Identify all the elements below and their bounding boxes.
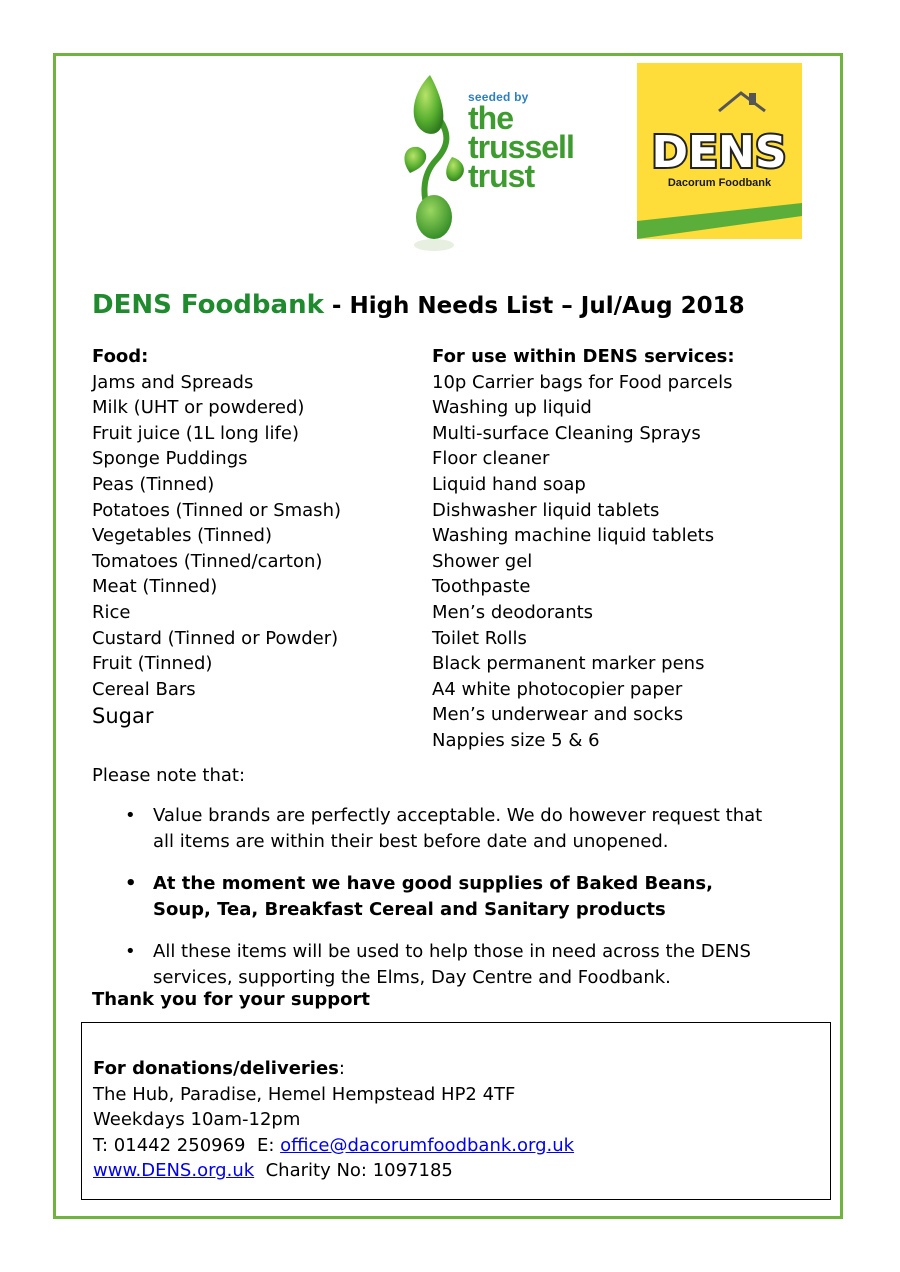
contact-heading: For donations/deliveries	[93, 1058, 339, 1079]
trussell-word-the: the	[468, 100, 513, 136]
list-item: Milk (UHT or powdered)	[92, 397, 305, 419]
website-link[interactable]: www.DENS.org.uk	[93, 1160, 255, 1182]
bullet-dot-icon: •	[125, 941, 136, 962]
trussell-trust-logo	[400, 65, 600, 255]
bullet-item	[92, 803, 802, 855]
list-item: Toilet Rolls	[432, 627, 527, 649]
list-item: Meat (Tinned)	[92, 576, 218, 598]
contact-phone: T: 01442 250969 E:	[93, 1134, 281, 1156]
list-item: Tomatoes (Tinned/carton)	[92, 550, 323, 572]
list-item: Custard (Tinned or Powder)	[92, 627, 339, 649]
notes-bullet-list	[92, 803, 802, 1007]
list-item: Cereal Bars	[92, 678, 196, 700]
list-item: Vegetables (Tinned)	[92, 525, 272, 547]
list-item: Multi-surface Cleaning Sprays	[432, 422, 701, 444]
list-item: Dishwasher liquid tablets	[432, 499, 660, 521]
email-link[interactable]: office@dacorumfoodbank.org.uk	[280, 1134, 575, 1156]
list-item: 10p Carrier bags for Food parcels	[432, 371, 733, 393]
list-item: Liquid hand soap	[432, 473, 586, 495]
dens-house-icon	[637, 63, 802, 239]
bullet-line: All these items will be used to help those in need across the DENS	[153, 941, 751, 962]
list-item: Nappies size 5 & 6	[432, 729, 600, 751]
bullet-line: services, supporting the Elms, Day Centre and Foodbank.	[153, 967, 671, 988]
svg-text:DENS: DENS	[651, 127, 787, 178]
seedling-icon	[400, 65, 470, 255]
list-item: Floor cleaner	[432, 448, 550, 470]
bullet-item	[92, 871, 802, 923]
contact-hours: Weekdays 10am-12pm	[93, 1109, 301, 1131]
list-item: Potatoes (Tinned or Smash)	[92, 499, 341, 521]
seeded-by-text: seeded by	[468, 90, 529, 104]
trussell-word-trust: trust	[468, 158, 535, 194]
dens-logo	[637, 63, 802, 239]
list-item: Shower gel	[432, 550, 533, 572]
bullet-dot-icon: •	[125, 873, 137, 894]
bullet-dot-icon: •	[125, 805, 136, 826]
list-item: Fruit juice (1L long life)	[92, 422, 299, 444]
title-list-name: - High Needs List – Jul/Aug 2018	[323, 293, 745, 319]
list-item: Toothpaste	[432, 576, 531, 598]
contact-address: The Hub, Paradise, Hemel Hempstead HP2 4TF	[93, 1083, 516, 1105]
list-item: A4 white photocopier paper	[432, 678, 683, 700]
contact-box	[81, 1022, 831, 1200]
list-item: Peas (Tinned)	[92, 473, 215, 495]
bullet-line: all items are within their best before date and unopened.	[153, 831, 669, 852]
list-item: Jams and Spreads	[92, 371, 254, 393]
list-item: Rice	[92, 601, 131, 623]
list-item: Washing machine liquid tablets	[432, 525, 715, 547]
bullet-line: Value brands are perfectly acceptable. We do however request that	[153, 805, 763, 826]
bullet-item	[92, 939, 802, 991]
list-item: Sugar	[92, 704, 154, 729]
food-heading: Food:	[92, 346, 149, 367]
list-item: Men’s underwear and socks	[432, 704, 684, 726]
list-item: Sponge Puddings	[92, 448, 248, 470]
page-title	[92, 290, 745, 320]
trussell-word-trussell: trussell	[468, 129, 574, 165]
list-item: Fruit (Tinned)	[92, 653, 213, 675]
note-intro: Please note that:	[92, 765, 246, 786]
services-heading: For use within DENS services:	[432, 346, 735, 367]
thank-you-text: Thank you for your support	[92, 989, 371, 1010]
list-item: Washing up liquid	[432, 397, 592, 419]
list-item: Men’s deodorants	[432, 601, 594, 623]
services-list	[432, 344, 735, 754]
bullet-line: At the moment we have good supplies of Baked Beans,	[153, 873, 713, 894]
contact-heading-colon: :	[338, 1058, 345, 1079]
list-item: Black permanent marker pens	[432, 653, 705, 675]
bullet-line: Soup, Tea, Breakfast Cereal and Sanitary products	[153, 899, 666, 920]
food-list	[92, 344, 341, 730]
title-organisation: DENS Foodbank	[92, 290, 324, 320]
dens-subtitle: Dacorum Foodbank	[667, 177, 772, 189]
charity-number: Charity No: 1097185	[254, 1160, 453, 1182]
